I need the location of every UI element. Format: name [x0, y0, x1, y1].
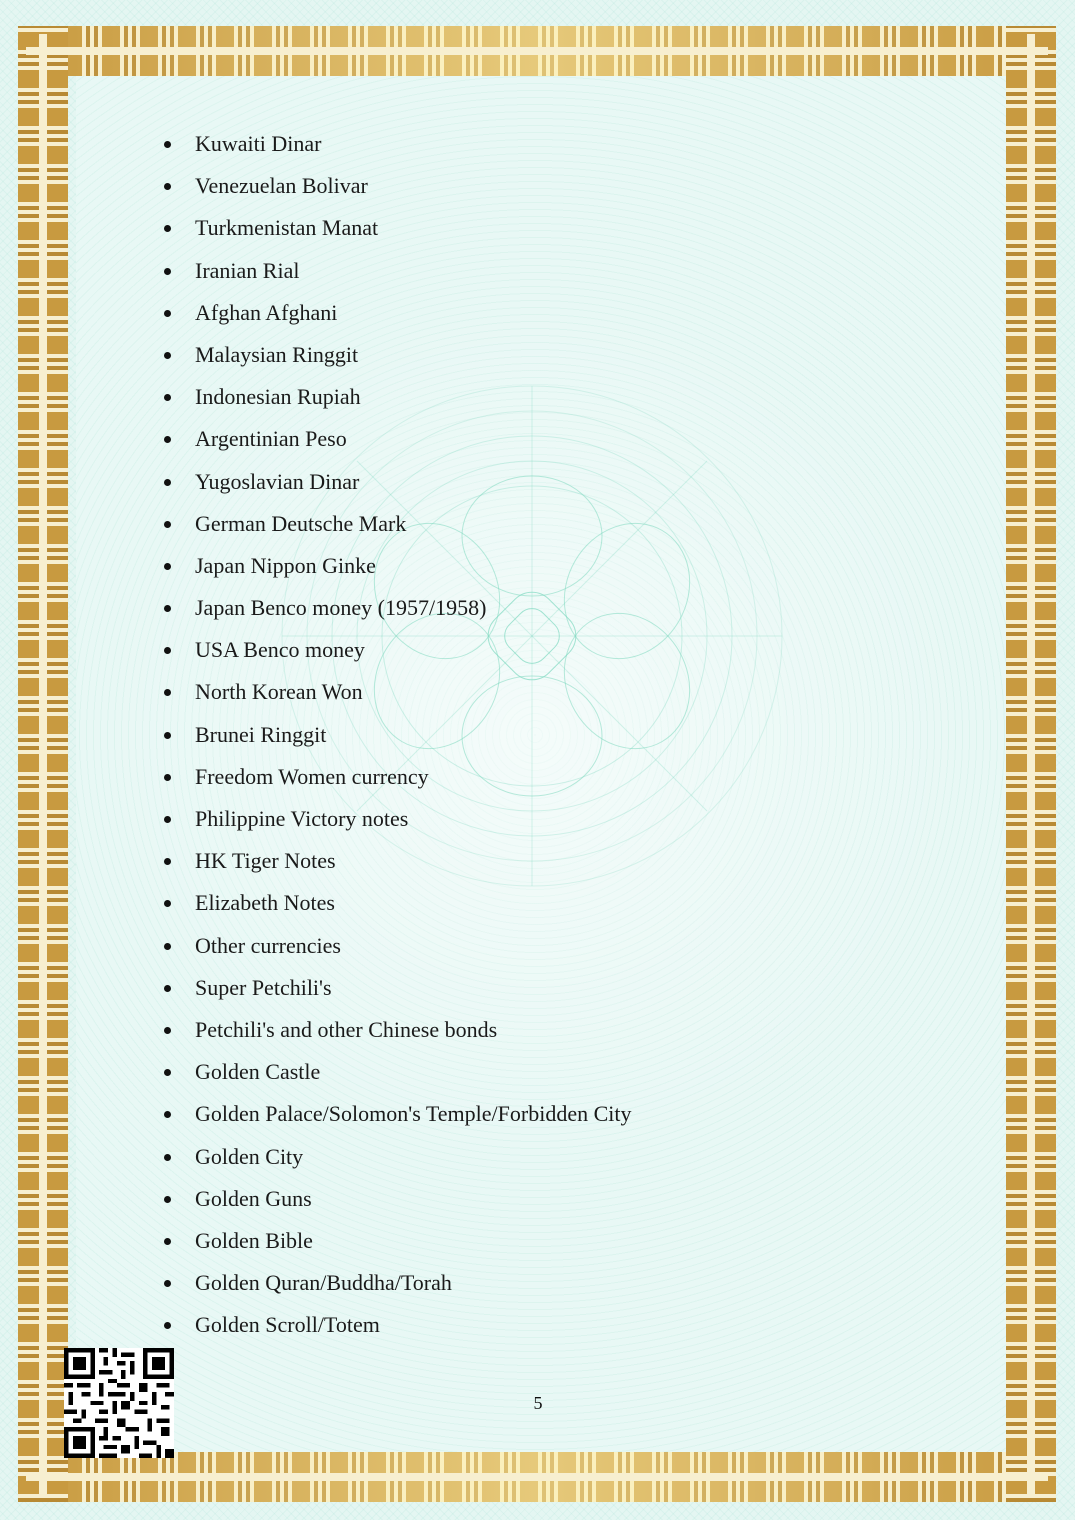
bullet-icon [164, 985, 171, 992]
bullet-icon [164, 1238, 171, 1245]
list-item-label: Other currencies [195, 932, 341, 958]
bullet-icon [164, 225, 171, 232]
list-item [160, 424, 631, 466]
bullet-icon [164, 732, 171, 739]
bullet-icon [164, 521, 171, 528]
list-item-label: Yugoslavian Dinar [195, 468, 360, 494]
list-item-label: HK Tiger Notes [195, 848, 336, 874]
list-item [160, 1268, 631, 1310]
bullet-icon [164, 1069, 171, 1076]
list-item [160, 467, 631, 509]
bullet-icon [164, 141, 171, 148]
list-item [160, 382, 631, 424]
list-item [160, 973, 631, 1015]
list-item-label: German Deutsche Mark [195, 510, 407, 536]
list-item-label: Brunei Ringgit [195, 721, 327, 747]
bullet-icon [164, 563, 171, 570]
list-item-label: North Korean Won [195, 679, 363, 705]
bullet-icon [164, 1111, 171, 1118]
border-inner-line-right [1027, 34, 1035, 1494]
bullet-icon [164, 1027, 171, 1034]
list-item-label: Elizabeth Notes [195, 890, 335, 916]
list-item-label: Golden Guns [195, 1185, 312, 1211]
list-item [160, 171, 631, 213]
list-item-label: Golden Bible [195, 1227, 313, 1253]
list-item [160, 298, 631, 340]
currency-list [160, 129, 631, 1352]
bullet-icon [164, 268, 171, 275]
bullet-icon [164, 394, 171, 401]
list-item [160, 720, 631, 762]
list-item [160, 551, 631, 593]
bullet-icon [164, 1196, 171, 1203]
list-item [160, 931, 631, 973]
list-item-label: Golden Scroll/Totem [195, 1312, 380, 1338]
list-item [160, 593, 631, 635]
list-item [160, 846, 631, 888]
list-item-label: Japan Nippon Ginke [195, 552, 376, 578]
list-item-label: Philippine Victory notes [195, 806, 409, 831]
bullet-icon [164, 858, 171, 865]
list-item [160, 1057, 631, 1099]
list-item-label: Turkmenistan Manat [195, 215, 379, 241]
list-item-label: Golden City [195, 1143, 304, 1169]
bullet-icon [164, 816, 171, 823]
bullet-icon [164, 689, 171, 696]
list-item-label: Petchili's and other Chinese bonds [195, 1016, 498, 1042]
list-item [160, 635, 631, 677]
list-item-label: Kuwaiti Dinar [195, 131, 322, 156]
list-item [160, 1099, 631, 1141]
list-item [160, 1310, 631, 1352]
bullet-icon [164, 479, 171, 486]
bullet-icon [164, 605, 171, 612]
bullet-icon [164, 310, 171, 317]
list-item [160, 804, 631, 846]
list-item-label: Malaysian Ringgit [195, 341, 359, 367]
list-item-label: Japan Benco money (1957/1958) [195, 595, 487, 621]
list-item-label: Iranian Rial [195, 257, 300, 283]
list-item [160, 888, 631, 930]
list-item-label: Indonesian Rupiah [195, 384, 361, 410]
list-item-label: Golden Palace/Solomon's Temple/Forbidden City [195, 1101, 632, 1127]
bullet-icon [164, 1280, 171, 1287]
list-item-label: Afghan Afghani [195, 299, 338, 325]
list-item [160, 1142, 631, 1184]
bullet-icon [164, 647, 171, 654]
list-item [160, 762, 631, 804]
list-item [160, 509, 631, 551]
list-item [160, 1226, 631, 1268]
list-item-label: Argentinian Peso [195, 426, 347, 452]
list-item-label: Super Petchili's [195, 974, 332, 1000]
list-item [160, 340, 631, 382]
list-item [160, 1015, 631, 1057]
list-item-label: Venezuelan Bolivar [195, 173, 368, 199]
list-item [160, 256, 631, 298]
list-item [160, 213, 631, 255]
bullet-icon [164, 774, 171, 781]
bullet-icon [164, 1322, 171, 1329]
bullet-icon [164, 900, 171, 907]
bullet-icon [164, 436, 171, 443]
bullet-icon [164, 352, 171, 359]
list-item-label: USA Benco money [195, 637, 365, 663]
list-item [160, 129, 631, 171]
list-item-label: Golden Castle [195, 1059, 321, 1085]
list-item-label: Freedom Women currency [195, 763, 429, 789]
list-item [160, 1184, 631, 1226]
bullet-icon [164, 943, 171, 950]
list-item-label: Golden Quran/Buddha/Torah [195, 1270, 452, 1296]
bullet-icon [164, 183, 171, 190]
list-item [160, 677, 631, 719]
border-inner-line-left [39, 34, 47, 1494]
qr-code-icon[interactable] [64, 1348, 174, 1458]
border-inner-line-bottom [26, 1473, 1048, 1481]
border-inner-line-top [26, 47, 1048, 55]
page-number: 5 [533, 1393, 543, 1413]
bullet-icon [164, 1154, 171, 1161]
